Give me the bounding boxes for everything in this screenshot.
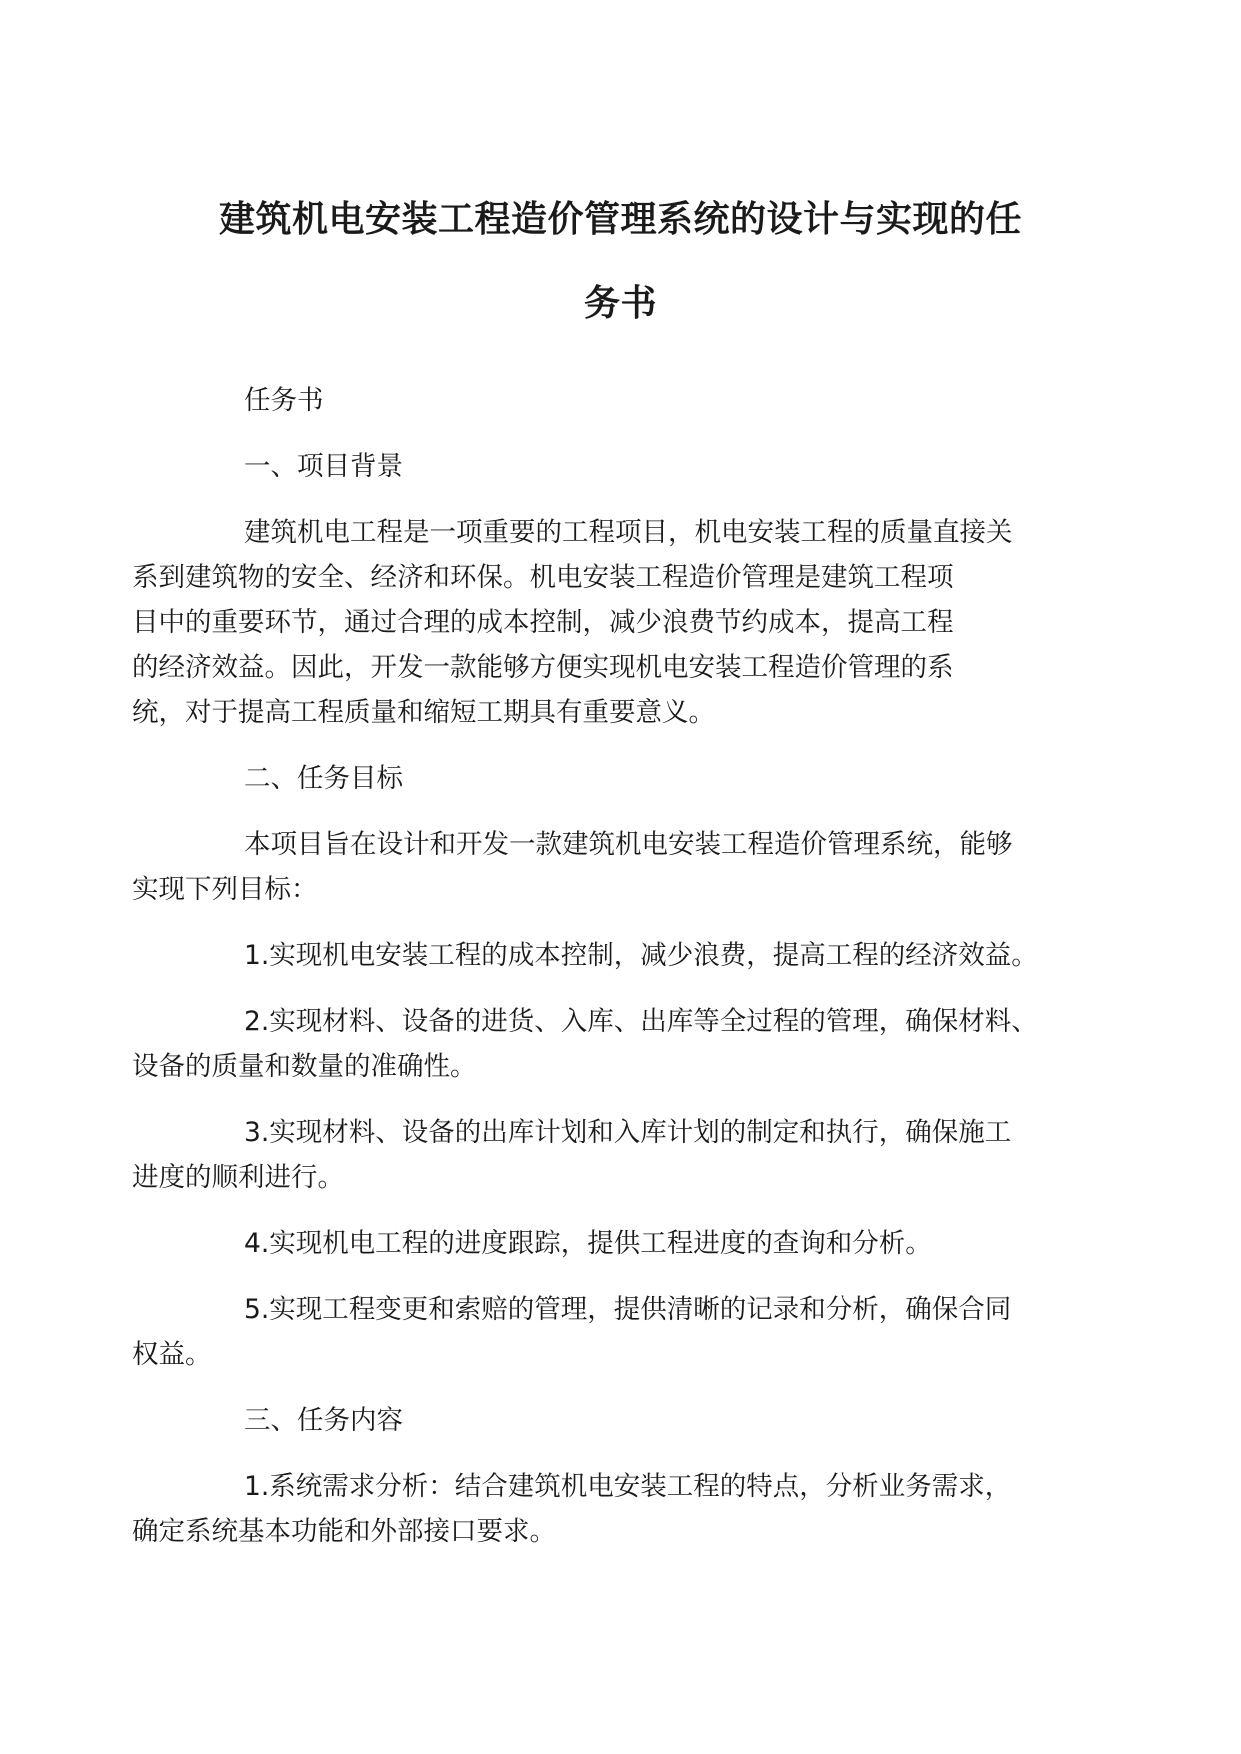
paragraph-line: 统，对于提高工程质量和缩短工期具有重要意义。 bbox=[132, 697, 715, 728]
goal-item-1 bbox=[188, 933, 1050, 978]
paragraph-line: 权益。 bbox=[132, 1339, 212, 1370]
goal-item-5 bbox=[132, 1287, 1050, 1377]
document-body bbox=[132, 378, 1050, 1554]
title-line-2: 务书 bbox=[583, 283, 657, 324]
paragraph-line: 1.实现机电安装工程的成本控制，减少浪费，提高工程的经济效益。 bbox=[244, 940, 1038, 971]
paragraph-line: 的经济效益。因此，开发一款能够方便实现机电安装工程造价管理的系 bbox=[132, 652, 954, 683]
goal-item-3 bbox=[132, 1110, 1050, 1200]
paragraph-line: 4.实现机电工程的进度跟踪，提供工程进度的查询和分析。 bbox=[244, 1228, 932, 1259]
paragraph-line: 一、项目背景 bbox=[244, 451, 403, 482]
paragraph-line: 系到建筑物的安全、经济和环保。机电安装工程造价管理是建筑工程项 bbox=[132, 562, 954, 593]
paragraph-line: 进度的顺利进行。 bbox=[132, 1162, 344, 1193]
paragraph-line: 1.系统需求分析：结合建筑机电安装工程的特点，分析业务需求， bbox=[244, 1471, 1012, 1502]
paragraph-line: 二、任务目标 bbox=[244, 763, 403, 794]
paragraph-line: 设备的质量和数量的准确性。 bbox=[132, 1051, 477, 1082]
goal-item-2 bbox=[132, 999, 1050, 1089]
section-heading-content bbox=[188, 1398, 1050, 1443]
paragraph-line: 目中的重要环节，通过合理的成本控制，减少浪费节约成本，提高工程 bbox=[132, 607, 954, 638]
paragraph-line: 确定系统基本功能和外部接口要求。 bbox=[132, 1516, 556, 1547]
paragraph-line: 本项目旨在设计和开发一款建筑机电安装工程造价管理系统，能够 bbox=[244, 829, 1013, 860]
goal-item-4 bbox=[188, 1221, 1050, 1266]
section-heading-goals bbox=[188, 756, 1050, 801]
paragraph-task-book-label bbox=[188, 378, 1050, 423]
content-item-1 bbox=[132, 1464, 1050, 1554]
document-title bbox=[190, 178, 1051, 346]
paragraph-line: 2.实现材料、设备的进货、入库、出库等全过程的管理，确保材料、 bbox=[244, 1006, 1038, 1037]
paragraph-background bbox=[132, 510, 1050, 735]
section-heading-background bbox=[188, 444, 1050, 489]
paragraph-line: 实现下列目标： bbox=[132, 874, 318, 905]
paragraph-line: 5.实现工程变更和索赔的管理，提供清晰的记录和分析，确保合同 bbox=[244, 1294, 1012, 1325]
title-line-1: 建筑机电安装工程造价管理系统的设计与实现的任 bbox=[218, 199, 1022, 240]
paragraph-line: 3.实现材料、设备的出库计划和入库计划的制定和执行，确保施工 bbox=[244, 1117, 1012, 1148]
paragraph-line: 三、任务内容 bbox=[244, 1405, 403, 1436]
paragraph-line: 任务书 bbox=[244, 385, 324, 416]
paragraph-goals-intro bbox=[132, 822, 1050, 912]
paragraph-line: 建筑机电工程是一项重要的工程项目，机电安装工程的质量直接关 bbox=[244, 517, 1013, 548]
